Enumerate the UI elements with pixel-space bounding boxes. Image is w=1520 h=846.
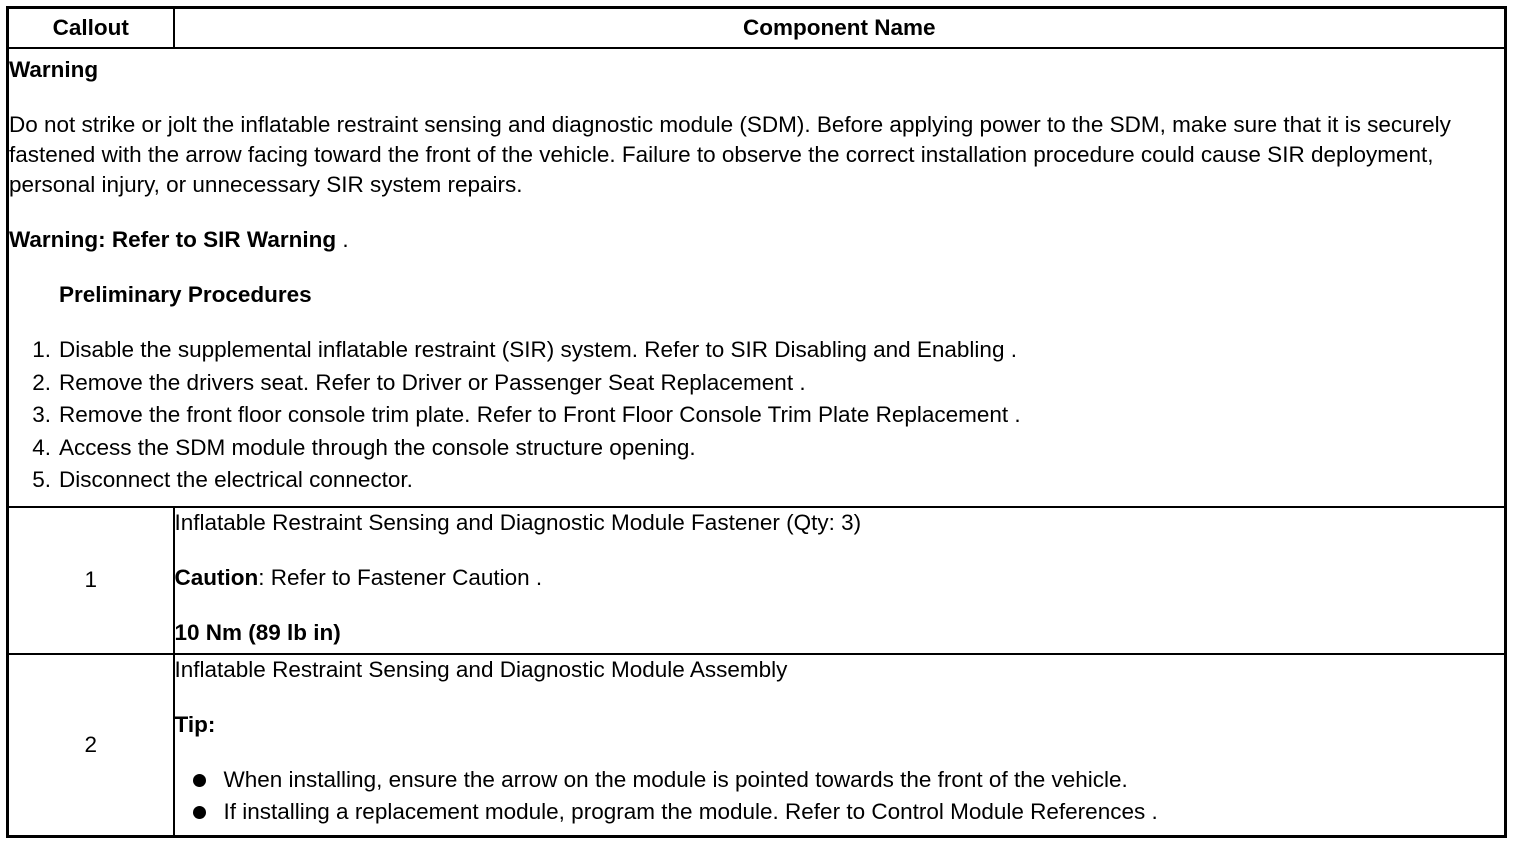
step-number: 5. (32, 467, 51, 493)
step-text: Remove the drivers seat. Refer to Driver or Passenger Seat Replacement . (59, 369, 806, 395)
caution-label: Caution (174, 565, 259, 590)
callout-number: 1 (8, 507, 174, 654)
step-text: Disconnect the electrical connector. (59, 467, 413, 493)
table-row (8, 507, 1506, 654)
step-text: Disable the supplemental inflatable restraint (SIR) system. Refer to SIR Disabling and Enabling . (59, 337, 1017, 363)
step-item (9, 464, 1504, 497)
component-name: Inflatable Restraint Sensing and Diagnostic Module Assembly (174, 656, 788, 682)
callout-number: 2 (8, 654, 174, 837)
list-item (175, 764, 1505, 797)
step-text: Access the SDM module through the console structure opening. (59, 434, 696, 460)
torque-spec: 10 Nm (89 lb in) (174, 620, 341, 645)
preliminary-procedures-title: Preliminary Procedures (59, 282, 312, 308)
warning-ref-suffix: . (336, 227, 349, 253)
step-item (9, 399, 1504, 432)
component-table (6, 6, 1507, 838)
bullet-icon (193, 774, 206, 787)
step-number: 1. (32, 337, 51, 363)
component-cell (174, 654, 1506, 837)
tip-label: Tip: (174, 711, 216, 737)
callout-header: Callout (8, 8, 174, 49)
warning-text: Do not strike or jolt the inflatable restraint sensing and diagnostic module (SDM). Before applying power to the SDM, make sure that it is securely fastened with the arrow facing toward the front of the vehicle. Failure to observe the correct installation procedure could cause SIR deployment, personal injury, or unnecessary SIR system repairs. (9, 112, 1451, 198)
component-cell (174, 507, 1506, 654)
preliminary-steps-list (9, 334, 1504, 497)
caution-text: : Refer to Fastener Caution . (258, 565, 543, 590)
bullet-text: When installing, ensure the arrow on the module is pointed towards the front of the vehicle. (223, 766, 1128, 792)
header-row (8, 8, 1506, 49)
bullet-text: If installing a replacement module, program the module. Refer to Control Module References . (223, 799, 1158, 825)
step-item (9, 432, 1504, 465)
step-item (9, 334, 1504, 367)
warning-row (8, 48, 1506, 507)
step-text: Remove the front floor console trim plate. Refer to Front Floor Console Trim Plate Replacement . (59, 402, 1021, 428)
step-number: 3. (32, 402, 51, 428)
caution-line (175, 563, 1505, 593)
component-name: Inflatable Restraint Sensing and Diagnostic Module Fastener (Qty: 3) (174, 510, 862, 535)
tip-bullet-list (175, 764, 1505, 829)
step-number: 4. (32, 434, 51, 460)
warning-reference (9, 225, 1504, 255)
component-name-header: Component Name (174, 8, 1506, 49)
step-number: 2. (32, 369, 51, 395)
list-item (175, 796, 1505, 829)
warning-ref-label: Warning: Refer to SIR Warning (9, 227, 337, 253)
warning-title: Warning (9, 57, 99, 83)
bullet-icon (193, 806, 206, 819)
warning-cell (8, 48, 1506, 507)
step-item (9, 367, 1504, 400)
table-row (8, 654, 1506, 837)
